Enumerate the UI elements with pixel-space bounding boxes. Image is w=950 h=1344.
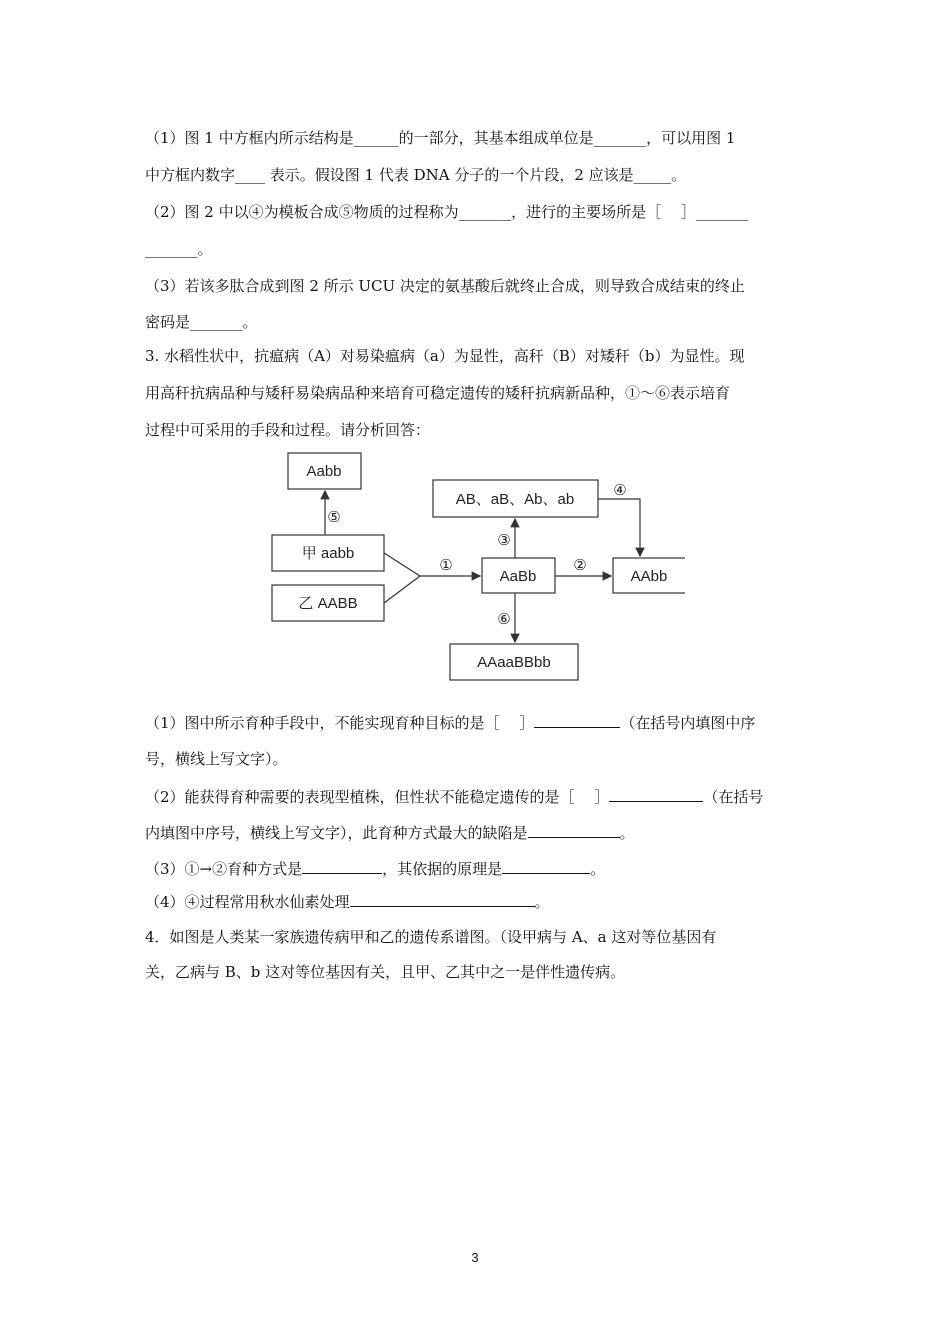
q2-part2-line1: （2）图 2 中以④为模板合成⑤物质的过程称为_______，进行的主要场所是［ ］_______: [145, 203, 749, 221]
step-3-label: ③: [497, 532, 511, 549]
q4-line1: 4．如图是人类某一家族遗传病甲和乙的遗传系谱图。（设甲病与 A、a 这对等位基因有: [145, 928, 717, 946]
q3-part2-line2: [145, 822, 635, 843]
answer-blank: [528, 822, 620, 838]
q2-part1-line1: （1）图 1 中方框内所示结构是______的一部分，其基本组成单位是_______，可以用图 1: [145, 129, 736, 147]
q3-part3-mid: ，其依据的原理是: [382, 860, 503, 878]
box-result-label: AAbb: [630, 568, 668, 585]
q3-part2-tail2: 。: [619, 824, 635, 842]
q3-part1-line2: 号，横线上写文字）。: [145, 750, 288, 768]
q2-part3-line2: 密码是_______。: [145, 313, 258, 331]
answer-blank: [502, 858, 590, 874]
page-number: 3: [471, 1250, 479, 1265]
q3-part2-tail: （在括号: [703, 788, 764, 806]
q2-part1-line2: 中方框内数字____ 表示。假设图 1 代表 DNA 分子的一个片段，2 应该是_____。: [145, 166, 687, 184]
q3-part1-text: （1）图中所示育种手段中，不能实现育种目标的是［ ］: [145, 714, 535, 732]
box-gametes-label: AB、aB、Ab、ab: [455, 491, 575, 508]
breeding-diagram: [265, 445, 685, 695]
q3-part2-text: （2）能获得育种需要的表现型植株，但性状不能稳定遗传的是［ ］: [145, 788, 610, 806]
answer-blank: [609, 786, 703, 802]
q3-part3-tail: 。: [590, 860, 606, 878]
step-1-label: ①: [439, 557, 453, 574]
box-polyploid-label: AAaaBBbb: [477, 654, 551, 671]
q3-part3: [145, 858, 605, 879]
q3-part1-line1: [145, 712, 755, 733]
q3-intro-line3: 过程中可采用的手段和过程。请分析回答：: [145, 421, 431, 439]
q3-part2-line1: [145, 786, 763, 807]
answer-blank: [534, 712, 620, 728]
step-5-label: ⑤: [327, 509, 341, 526]
q3-part1-tail: （在括号内填图中序: [620, 714, 756, 732]
answer-blank: [302, 858, 382, 874]
box-center-label: AaBb: [499, 568, 537, 585]
q2-part3-line1: （3）若该多肽合成到图 2 所示 UCU 决定的氨基酸后就终止合成，则导致合成结束的终止: [145, 277, 745, 295]
step-6-label: ⑥: [497, 611, 511, 628]
q3-intro-line1: 3. 水稻性状中，抗瘟病（A）对易染瘟病（a）为显性，高秆（B）对矮秆（b）为显性。现: [145, 347, 745, 365]
box-aabb-top-label: Aabb: [306, 463, 342, 480]
answer-blank: [350, 891, 535, 907]
q3-part4: [145, 891, 550, 912]
q3-part3-text: （3）①→②育种方式是: [145, 860, 303, 878]
box-yi-label: 乙 AABB: [298, 595, 358, 612]
q2-part2-line2: _______。: [145, 240, 213, 258]
step-2-label: ②: [573, 557, 587, 574]
q4-line2: 关，乙病与 B、b 这对等位基因有关，且甲、乙其中之一是伴性遗传病。: [145, 963, 626, 981]
box-jia-label: 甲 aabb: [301, 545, 355, 562]
q3-part4-text: （4）④过程常用秋水仙素处理: [145, 893, 350, 911]
q3-intro-line2: 用高秆抗病品种与矮秆易染病品种来培育可稳定遗传的矮秆抗病新品种，①～⑥表示培育: [145, 384, 731, 402]
q3-part4-tail: 。: [534, 893, 550, 911]
q3-part2-text2: 内填图中序号，横线上写文字），此育种方式最大的缺陷是: [145, 824, 528, 842]
step-4-label: ④: [613, 482, 627, 499]
